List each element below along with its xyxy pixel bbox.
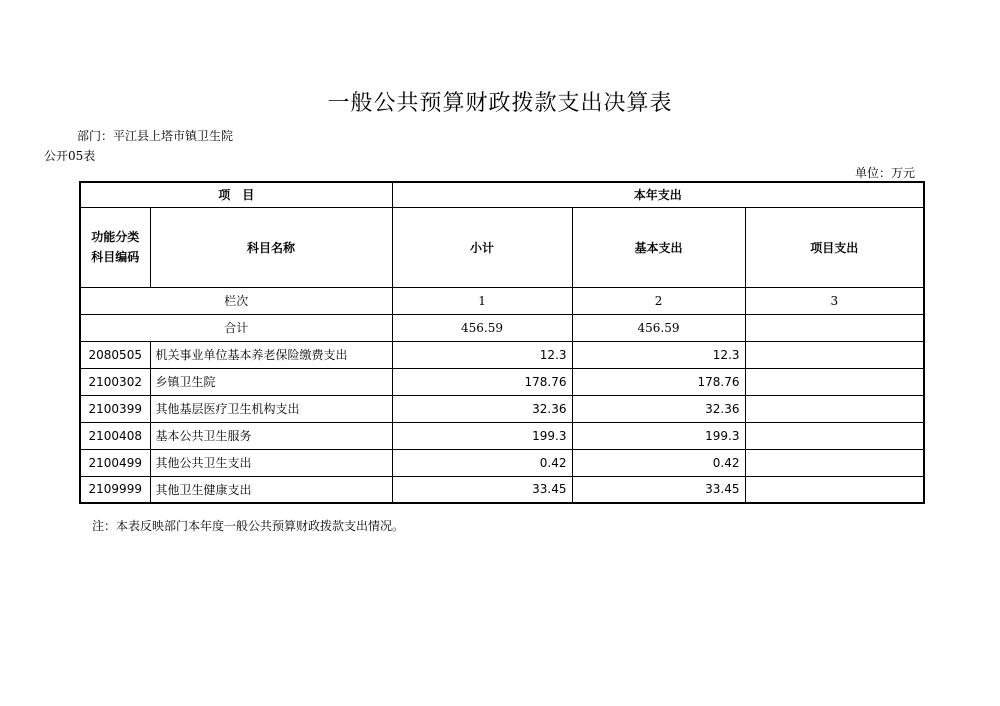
table-row	[80, 395, 924, 422]
row-project	[745, 341, 924, 368]
row-basic: 12.3	[572, 341, 745, 368]
row-project	[745, 395, 924, 422]
department-label: 部门：平江县上塔市镇卫生院	[77, 129, 234, 143]
row-project	[745, 368, 924, 395]
table-row	[80, 422, 924, 449]
total-label: 合计	[80, 314, 392, 341]
index-2: 2	[572, 287, 745, 314]
header-project: 项目支出	[745, 207, 924, 287]
total-project	[745, 314, 924, 341]
row-project	[745, 449, 924, 476]
row-name: 其他卫生健康支出	[150, 476, 392, 503]
row-project	[745, 476, 924, 503]
row-code: 2100408	[80, 422, 150, 449]
header-code-line2: 科目编码	[91, 250, 140, 264]
table-row	[80, 341, 924, 368]
header-item: 项 目	[80, 182, 392, 207]
row-basic: 32.36	[572, 395, 745, 422]
row-subtotal: 12.3	[392, 341, 572, 368]
row-subtotal: 32.36	[392, 395, 572, 422]
header-code	[80, 207, 150, 287]
row-subtotal: 0.42	[392, 449, 572, 476]
row-name: 机关事业单位基本养老保险缴费支出	[150, 341, 392, 368]
header-code-line1: 功能分类	[91, 230, 140, 244]
header-current-year: 本年支出	[392, 182, 924, 207]
index-3: 3	[745, 287, 924, 314]
row-basic: 0.42	[572, 449, 745, 476]
page-title: 一般公共预算财政拨款支出决算表	[327, 91, 673, 116]
row-name: 乡镇卫生院	[150, 368, 392, 395]
row-subtotal: 33.45	[392, 476, 572, 503]
header-name: 科目名称	[150, 207, 392, 287]
header-row-columns	[80, 207, 924, 287]
header-row-top	[80, 182, 924, 207]
row-subtotal: 178.76	[392, 368, 572, 395]
index-row	[80, 287, 924, 314]
row-basic: 33.45	[572, 476, 745, 503]
index-1: 1	[392, 287, 572, 314]
row-subtotal: 199.3	[392, 422, 572, 449]
table-row	[80, 476, 924, 503]
total-basic: 456.59	[572, 314, 745, 341]
row-basic: 178.76	[572, 368, 745, 395]
row-code: 2109999	[80, 476, 150, 503]
row-project	[745, 422, 924, 449]
footnote: 注：本表反映部门本年度一般公共预算财政拨款支出情况。	[92, 519, 405, 533]
index-label: 栏次	[80, 287, 392, 314]
row-code: 2080505	[80, 341, 150, 368]
expenditure-table	[79, 181, 925, 504]
row-name: 其他基层医疗卫生机构支出	[150, 395, 392, 422]
row-code: 2100399	[80, 395, 150, 422]
unit-label: 单位：万元	[855, 166, 916, 180]
total-row	[80, 314, 924, 341]
row-name: 基本公共卫生服务	[150, 422, 392, 449]
header-basic: 基本支出	[572, 207, 745, 287]
total-subtotal: 456.59	[392, 314, 572, 341]
header-subtotal: 小计	[392, 207, 572, 287]
row-basic: 199.3	[572, 422, 745, 449]
table-row	[80, 368, 924, 395]
row-code: 2100499	[80, 449, 150, 476]
table-row	[80, 449, 924, 476]
form-number: 公开05表	[44, 149, 96, 163]
row-code: 2100302	[80, 368, 150, 395]
row-name: 其他公共卫生支出	[150, 449, 392, 476]
